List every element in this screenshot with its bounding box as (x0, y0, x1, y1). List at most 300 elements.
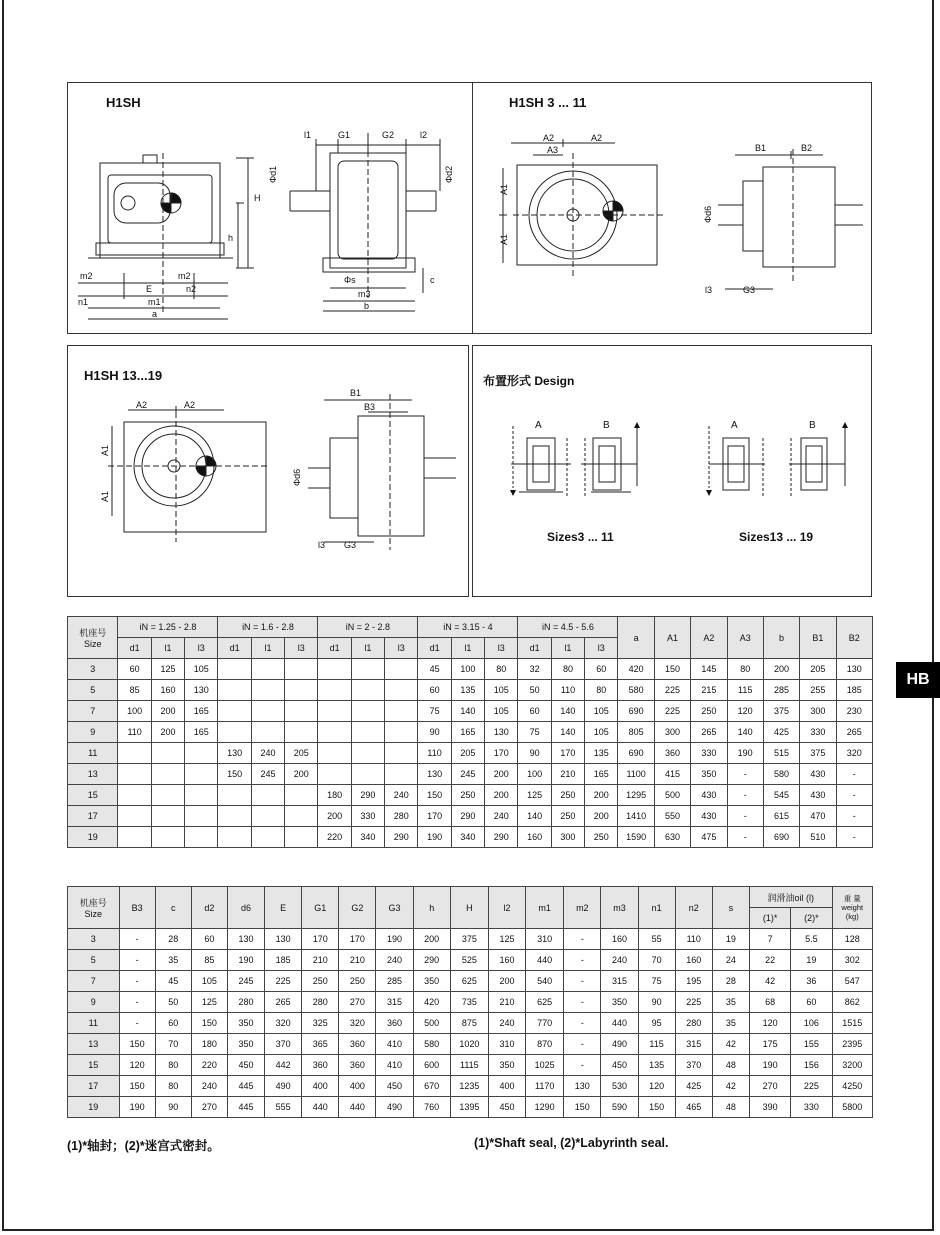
table-cell: 1395 (450, 1097, 488, 1118)
table-cell: 325 (302, 1013, 339, 1034)
table-cell: 125 (518, 785, 551, 806)
table-cell: 170 (485, 743, 518, 764)
table-cell: 42 (749, 971, 790, 992)
table-cell: 240 (251, 743, 284, 764)
table-cell: 150 (119, 1034, 155, 1055)
table-row (68, 992, 873, 1013)
dim-m2-left: m2 (80, 271, 93, 281)
table-cell: 410 (376, 1034, 413, 1055)
table-cell (151, 827, 184, 848)
column-header: n2 (675, 887, 712, 929)
table-cell: 375 (450, 929, 488, 950)
table-cell: - (119, 1013, 155, 1034)
table-cell (318, 659, 351, 680)
table-cell: 200 (763, 659, 799, 680)
table-cell: 80 (155, 1076, 191, 1097)
dim-A2-right: A2 (184, 400, 196, 410)
sub-header: d1 (518, 638, 551, 659)
table-cell: 68 (749, 992, 790, 1013)
sub-header: l3 (485, 638, 518, 659)
table-cell: 1590 (618, 827, 654, 848)
dimensions-table-1 (67, 616, 873, 848)
ratio-group-header: iN = 2 - 2.8 (318, 617, 418, 638)
design-label-b-left: B (603, 420, 610, 431)
table-cell (385, 659, 418, 680)
table-cell: 110 (118, 722, 151, 743)
table-cell: 200 (151, 701, 184, 722)
table-cell: - (564, 971, 601, 992)
table-cell: 420 (413, 992, 450, 1013)
table-cell: 475 (691, 827, 727, 848)
table-cell: 690 (763, 827, 799, 848)
table-cell: 330 (791, 1097, 832, 1118)
size-header (68, 887, 120, 929)
table-cell (251, 659, 284, 680)
table-cell: 1515 (832, 1013, 872, 1034)
design-label-a-right: A (731, 420, 738, 431)
table-cell: 410 (376, 1055, 413, 1076)
table-cell: 445 (227, 1097, 264, 1118)
table-cell: 190 (727, 743, 763, 764)
table-cell: 110 (418, 743, 451, 764)
dim-phi-d2: Φd2 (444, 165, 454, 183)
table-cell: 45 (155, 971, 191, 992)
dim-phi-d6: Φd6 (703, 205, 713, 223)
table-cell: 240 (191, 1076, 227, 1097)
table-cell: 80 (155, 1055, 191, 1076)
table-row (68, 1076, 873, 1097)
table-cell: 875 (450, 1013, 488, 1034)
table-cell: 320 (339, 1013, 376, 1034)
table-cell: 60 (418, 680, 451, 701)
table-cell: 250 (551, 785, 584, 806)
table-cell: 140 (727, 722, 763, 743)
table-cell (285, 785, 318, 806)
table-cell (185, 743, 218, 764)
table-cell: 105 (585, 701, 618, 722)
column-header: d2 (191, 887, 227, 929)
table-cell: 140 (551, 722, 584, 743)
table-cell (385, 722, 418, 743)
sub-header: d1 (418, 638, 451, 659)
table-cell: 255 (800, 680, 836, 701)
table-cell: 48 (712, 1097, 749, 1118)
table-cell: 160 (151, 680, 184, 701)
size-cell: 17 (68, 806, 118, 827)
table-cell: 1410 (618, 806, 654, 827)
dim-phi-d1: Φd1 (268, 165, 278, 183)
table-cell (385, 764, 418, 785)
table-cell: 360 (302, 1055, 339, 1076)
table-cell: 145 (691, 659, 727, 680)
table-cell: 3200 (832, 1055, 872, 1076)
table-cell: - (119, 929, 155, 950)
table-cell: 350 (227, 1034, 264, 1055)
table-cell: 225 (654, 680, 690, 701)
table-cell: - (564, 950, 601, 971)
table-cell: 350 (691, 764, 727, 785)
table-cell: 265 (265, 992, 302, 1013)
table-cell: 290 (485, 827, 518, 848)
table-cell: 430 (691, 785, 727, 806)
table-cell: - (564, 929, 601, 950)
table-cell: 280 (227, 992, 264, 1013)
table-cell: 250 (451, 785, 484, 806)
table-cell: 7 (749, 929, 790, 950)
table-cell: 600 (413, 1055, 450, 1076)
dim-G3: G3 (344, 540, 357, 550)
sub-header: l3 (585, 638, 618, 659)
table-cell: 440 (601, 1013, 638, 1034)
table-cell: - (836, 827, 872, 848)
table-cell (218, 680, 251, 701)
size-cell: 7 (68, 701, 118, 722)
table-cell: 130 (485, 722, 518, 743)
table-cell: 430 (691, 806, 727, 827)
table-cell (218, 785, 251, 806)
oil-sub-header: (2)* (791, 908, 832, 929)
size-cell: 15 (68, 1055, 120, 1076)
table-cell: 670 (413, 1076, 450, 1097)
table-cell: 130 (836, 659, 872, 680)
table-cell: 50 (155, 992, 191, 1013)
table-cell (151, 764, 184, 785)
table-cell: 190 (376, 929, 413, 950)
table-cell: 240 (385, 785, 418, 806)
table-cell: 300 (654, 722, 690, 743)
weight-label: 重 量 (843, 894, 861, 903)
dim-B3: B3 (364, 402, 376, 412)
table-cell (185, 827, 218, 848)
table-cell: 270 (191, 1097, 227, 1118)
dim-A2-right: A2 (591, 133, 603, 143)
dim-A1-top: A1 (100, 444, 110, 456)
table-cell: 315 (601, 971, 638, 992)
table-cell: 205 (451, 743, 484, 764)
table-cell: 1020 (450, 1034, 488, 1055)
sizes-label-right: Sizes13 ... 19 (739, 530, 814, 544)
table-cell: 320 (265, 1013, 302, 1034)
table-cell: 210 (551, 764, 584, 785)
column-header: A2 (691, 617, 727, 659)
table-row (68, 680, 873, 701)
table-cell: 120 (749, 1013, 790, 1034)
dim-G1: G1 (338, 130, 351, 140)
oil-sub-header: (1)* (749, 908, 790, 929)
table-cell: 165 (185, 722, 218, 743)
table-cell (251, 680, 284, 701)
table-cell: 240 (601, 950, 638, 971)
table-cell: 130 (418, 764, 451, 785)
table-cell: 425 (763, 722, 799, 743)
table-cell: 580 (618, 680, 654, 701)
table-cell: 442 (265, 1055, 302, 1076)
table-cell: 110 (551, 680, 584, 701)
table-cell: 150 (564, 1097, 601, 1118)
table-cell: 2395 (832, 1034, 872, 1055)
table-cell: 110 (675, 929, 712, 950)
table-cell: 245 (227, 971, 264, 992)
table-cell (285, 701, 318, 722)
sub-header: l1 (451, 638, 484, 659)
table-cell: 106 (791, 1013, 832, 1034)
size-cell: 5 (68, 950, 120, 971)
sub-header: d1 (218, 638, 251, 659)
table-cell: 5.5 (791, 929, 832, 950)
size-cell: 15 (68, 785, 118, 806)
table-cell: 19 (791, 950, 832, 971)
table-cell: 80 (485, 659, 518, 680)
sub-header: d1 (318, 638, 351, 659)
table-cell: 330 (691, 743, 727, 764)
panel-title: H1SH 13...19 (84, 368, 163, 383)
table-cell: 350 (413, 971, 450, 992)
dim-G3: G3 (743, 285, 756, 295)
sub-header: l1 (151, 638, 184, 659)
table-cell: - (119, 950, 155, 971)
table-cell: 515 (763, 743, 799, 764)
table-cell (151, 743, 184, 764)
table-cell: 220 (318, 827, 351, 848)
size-cell: 11 (68, 1013, 120, 1034)
table-cell: 35 (155, 950, 191, 971)
column-header: m2 (564, 887, 601, 929)
dim-A2-left: A2 (543, 133, 555, 143)
table-cell: 300 (551, 827, 584, 848)
dim-A3: A3 (547, 145, 559, 155)
table-cell: 440 (302, 1097, 339, 1118)
table-cell: 140 (451, 701, 484, 722)
table-cell: 165 (585, 764, 618, 785)
table-cell: 135 (451, 680, 484, 701)
table-cell: 490 (265, 1076, 302, 1097)
table-cell: 28 (712, 971, 749, 992)
table-row (68, 1055, 873, 1076)
table-cell: 350 (488, 1055, 525, 1076)
table-cell: - (836, 764, 872, 785)
table-cell (118, 806, 151, 827)
table-cell: 340 (351, 827, 384, 848)
table-cell: 330 (800, 722, 836, 743)
size-cell: 9 (68, 992, 120, 1013)
table-cell (318, 764, 351, 785)
size-label-en: Size (84, 909, 103, 919)
table-cell: 120 (638, 1076, 675, 1097)
table-cell (251, 785, 284, 806)
table-cell: 80 (551, 659, 584, 680)
dim-A2-left: A2 (136, 400, 148, 410)
size-label-cn: 机座号 (79, 628, 107, 638)
table-cell: 200 (585, 806, 618, 827)
table-cell (351, 680, 384, 701)
panel-h1sh (67, 82, 473, 334)
table-cell: 150 (418, 785, 451, 806)
size-cell: 19 (68, 827, 118, 848)
table-cell: 35 (712, 1013, 749, 1034)
table-cell: 310 (526, 929, 564, 950)
table-cell (118, 827, 151, 848)
table-cell: 200 (485, 785, 518, 806)
table-cell: - (119, 971, 155, 992)
table-cell: 170 (418, 806, 451, 827)
weight-header (832, 887, 872, 929)
table-cell: - (119, 992, 155, 1013)
table-cell: 315 (675, 1034, 712, 1055)
table-cell (385, 743, 418, 764)
table-cell: 95 (638, 1013, 675, 1034)
table-cell: 24 (712, 950, 749, 971)
table-cell: 156 (791, 1055, 832, 1076)
table-cell: 105 (485, 680, 518, 701)
size-cell: 13 (68, 1034, 120, 1055)
panel-h1sh-13-19 (67, 345, 469, 597)
table-cell: 1170 (526, 1076, 564, 1097)
column-header: B1 (800, 617, 836, 659)
table-cell: 350 (601, 992, 638, 1013)
table-cell (218, 659, 251, 680)
table-cell: 215 (691, 680, 727, 701)
dim-m1: m1 (148, 297, 161, 307)
table-cell: 115 (727, 680, 763, 701)
ratio-group-header: iN = 4.5 - 5.6 (518, 617, 618, 638)
table-cell: 370 (675, 1055, 712, 1076)
table-cell: 320 (836, 743, 872, 764)
table-cell: 420 (618, 659, 654, 680)
table-cell: 160 (518, 827, 551, 848)
dim-G2: G2 (382, 130, 395, 140)
sub-header: l3 (385, 638, 418, 659)
table-cell: 445 (227, 1076, 264, 1097)
table-cell (318, 722, 351, 743)
table-cell: 28 (155, 929, 191, 950)
dimensions-table-2 (67, 886, 873, 1118)
table-cell (251, 827, 284, 848)
table-cell: 80 (585, 680, 618, 701)
h1sh-3-11-drawing (473, 83, 872, 334)
table-cell: 105 (185, 659, 218, 680)
table-cell (285, 806, 318, 827)
table-cell: 120 (119, 1055, 155, 1076)
table-cell: 60 (585, 659, 618, 680)
table-cell: 225 (654, 701, 690, 722)
table-cell: 170 (302, 929, 339, 950)
sub-header: l1 (351, 638, 384, 659)
size-cell: 11 (68, 743, 118, 764)
table-cell: 250 (585, 827, 618, 848)
table-cell: 590 (601, 1097, 638, 1118)
column-header: A3 (727, 617, 763, 659)
table-cell: 580 (763, 764, 799, 785)
weight-label: weight (841, 903, 864, 912)
table-cell: 160 (601, 929, 638, 950)
table-cell: 245 (251, 764, 284, 785)
table-cell: 115 (638, 1034, 675, 1055)
table-cell: 285 (376, 971, 413, 992)
dim-A1-bottom: A1 (499, 233, 509, 245)
table-cell (385, 701, 418, 722)
table-cell: 270 (749, 1076, 790, 1097)
column-header: H (450, 887, 488, 929)
dim-m2-right: m2 (178, 271, 191, 281)
table-cell: 465 (675, 1097, 712, 1118)
table-cell: 130 (564, 1076, 601, 1097)
table-cell: - (727, 806, 763, 827)
table-cell (318, 701, 351, 722)
table-cell: 155 (791, 1034, 832, 1055)
table-cell: 550 (654, 806, 690, 827)
size-cell: 3 (68, 659, 118, 680)
table-cell: - (564, 1013, 601, 1034)
table-cell: 375 (763, 701, 799, 722)
table-cell: 60 (155, 1013, 191, 1034)
table-row (68, 971, 873, 992)
table-cell (218, 827, 251, 848)
table-cell: 450 (601, 1055, 638, 1076)
hb-badge: HB (896, 662, 940, 698)
table-cell: 200 (318, 806, 351, 827)
table-cell: 125 (151, 659, 184, 680)
table-cell: 22 (749, 950, 790, 971)
table-cell: 5800 (832, 1097, 872, 1118)
table-cell: 130 (227, 929, 264, 950)
dim-B1: B1 (350, 388, 362, 398)
h1sh-drawing (68, 83, 473, 334)
table-cell (185, 806, 218, 827)
table-cell: 1235 (450, 1076, 488, 1097)
table-cell (118, 785, 151, 806)
table-cell: 70 (638, 950, 675, 971)
dim-B1: B1 (755, 143, 767, 153)
table-cell: 48 (712, 1055, 749, 1076)
table-cell: 290 (351, 785, 384, 806)
table-cell: 55 (638, 929, 675, 950)
table-cell: 290 (413, 950, 450, 971)
table-cell: 1025 (526, 1055, 564, 1076)
table-cell: 1115 (450, 1055, 488, 1076)
table-cell: 60 (118, 659, 151, 680)
table-cell: 105 (485, 701, 518, 722)
table-cell: 400 (339, 1076, 376, 1097)
table-cell: 370 (265, 1034, 302, 1055)
column-header: G2 (339, 887, 376, 929)
table-cell (151, 806, 184, 827)
table-cell: 35 (712, 992, 749, 1013)
table-cell: 85 (118, 680, 151, 701)
table-cell (285, 722, 318, 743)
table-row (68, 827, 873, 848)
column-header: G3 (376, 887, 413, 929)
table-cell (118, 743, 151, 764)
table-cell: 625 (450, 971, 488, 992)
table-cell: 185 (265, 950, 302, 971)
table-cell: 425 (675, 1076, 712, 1097)
table-cell: 1290 (526, 1097, 564, 1118)
column-header: l2 (488, 887, 525, 929)
design-drawing (473, 346, 872, 597)
table-cell: 500 (654, 785, 690, 806)
size-label-cn: 机座号 (79, 898, 107, 908)
table-cell: 210 (488, 992, 525, 1013)
table-cell (251, 722, 284, 743)
table-cell: 360 (339, 1055, 376, 1076)
table-cell: 120 (727, 701, 763, 722)
table-cell: 805 (618, 722, 654, 743)
table-cell: 690 (618, 701, 654, 722)
table-cell: 135 (638, 1055, 675, 1076)
dim-A1-top: A1 (499, 183, 509, 195)
table-cell: 280 (385, 806, 418, 827)
table-row (68, 1034, 873, 1055)
